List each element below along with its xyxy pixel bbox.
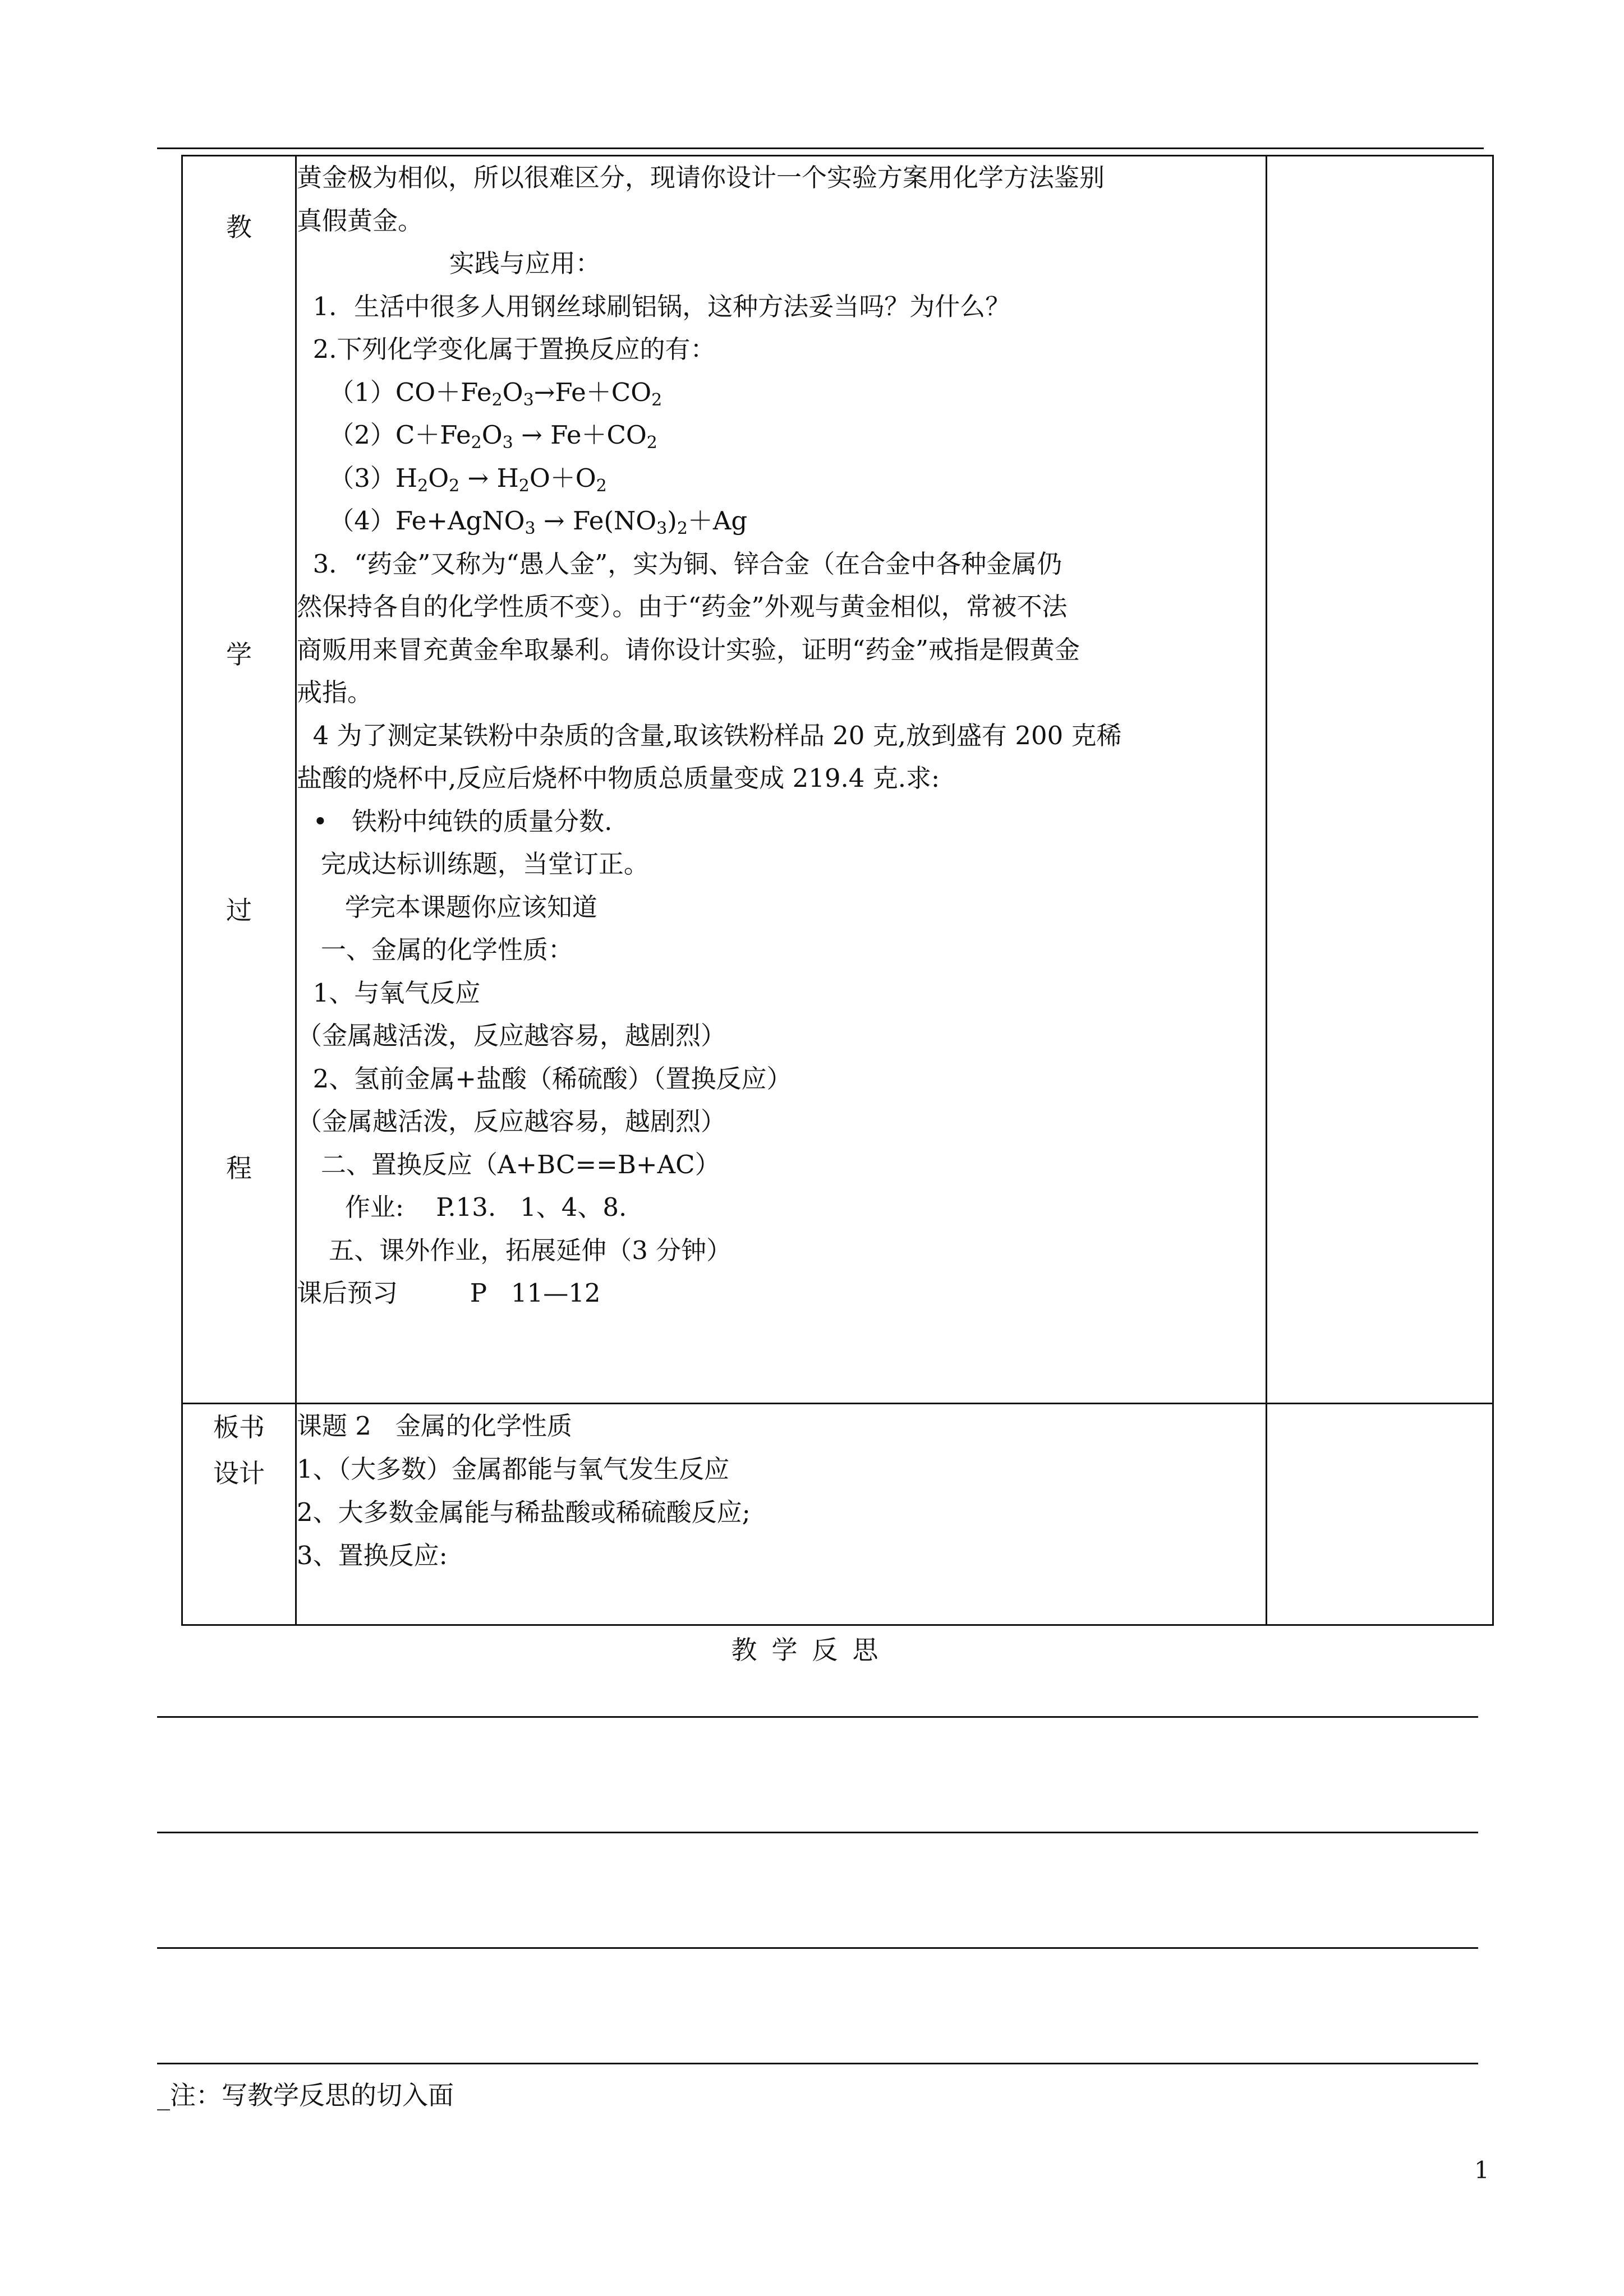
text-line: 课后预习 P 11—12 <box>297 1278 601 1308</box>
footnote: _注：写教学反思的切入面 <box>157 2080 454 2110</box>
eq-sub: 2 <box>596 476 607 496</box>
eq-sub: 2 <box>471 433 482 453</box>
eq-sub: 2 <box>677 519 688 538</box>
text-line: 3、置换反应: <box>297 1541 448 1570</box>
text-line: （金属越活泼，反应越容易，越剧烈） <box>297 1106 726 1136</box>
header-rule <box>157 147 1484 149</box>
text-line: 盐酸的烧杯中,反应后烧杯中物质总质量变成 219.4 克.求: <box>297 763 940 793</box>
equation-line <box>297 371 1266 414</box>
eq-text: → Fe＋CO <box>513 420 647 450</box>
notes-cell <box>1267 156 1493 1404</box>
eq-sub: 2 <box>449 476 460 496</box>
text-line: 2、氢前金属+盐酸（稀硫酸）（置换反应） <box>297 1063 792 1094</box>
teaching-process-label <box>182 156 296 1404</box>
reflection-line <box>157 1832 1478 1833</box>
page-number: 1 <box>1474 2156 1489 2184</box>
eq-sub: 3 <box>523 390 534 410</box>
reflection-title: 教学反思 <box>731 1635 893 1665</box>
eq-text: →Fe＋CO <box>533 377 652 407</box>
text-line: 然保持各自的化学性质不变）。由于“药金”外观与黄金相似，常被不法 <box>297 592 1068 621</box>
text-line: 完成达标训练题，当堂订正。 <box>297 849 649 879</box>
text-line: 2、大多数金属能与稀盐酸或稀硫酸反应; <box>297 1497 751 1527</box>
reflection-line <box>157 1947 1478 1949</box>
text-line: 4 为了测定某铁粉中杂质的含量,取该铁粉样品 20 克,放到盛有 200 克稀 <box>297 720 1122 750</box>
text-line: 课题 2 金属的化学性质 <box>297 1411 572 1441</box>
eq-sub: 2 <box>646 433 657 453</box>
text-line: 2.下列化学变化属于置换反应的有： <box>297 334 716 364</box>
eq-sub: 2 <box>491 390 503 410</box>
eq-sub: 3 <box>656 519 668 538</box>
reflection-line <box>157 2063 1478 2064</box>
eq-text: ) <box>667 506 677 536</box>
text-line: 实践与应用： <box>297 248 601 278</box>
text-line: 真假黄金。 <box>297 205 424 236</box>
text-line: 戒指。 <box>297 677 373 707</box>
label-char: 学 <box>226 639 252 670</box>
eq-text: （3）H <box>297 463 418 493</box>
equation-line <box>297 500 1266 543</box>
text-line: 黄金极为相似，所以很难区分，现请你设计一个实验方案用化学方法鉴别 <box>297 163 1105 192</box>
text-line: 1、（大多数）金属都能与氧气发生反应 <box>297 1454 730 1484</box>
label-char: 过 <box>226 895 252 925</box>
label-line: 设计 <box>213 1458 265 1488</box>
eq-text: → H <box>459 463 519 493</box>
label-char: 程 <box>226 1153 252 1183</box>
text-line: 商贩用来冒充黄金牟取暴利。请你设计实验，证明“药金”戒指是假黄金 <box>297 634 1080 665</box>
notes-cell <box>1267 1404 1493 1625</box>
lesson-table <box>181 155 1494 1626</box>
reflection-line <box>157 1716 1478 1718</box>
text-line: 学完本课题你应该知道 <box>297 892 597 922</box>
teaching-process-content <box>296 156 1267 1404</box>
eq-text: O <box>502 377 523 407</box>
eq-text: （2）C＋Fe <box>297 420 471 450</box>
eq-sub: 2 <box>518 476 530 496</box>
eq-sub: 3 <box>525 519 536 538</box>
eq-sub: 2 <box>651 390 663 410</box>
teaching-process-row <box>182 156 1493 1404</box>
equation-line <box>297 457 1266 500</box>
text-line: 作业: P.13. 1、4、8. <box>297 1192 627 1222</box>
eq-text: ＋Ag <box>687 506 748 536</box>
text-line: 五、课外作业，拓展延伸（3 分钟） <box>297 1235 732 1265</box>
board-design-label <box>182 1404 296 1625</box>
board-design-row <box>182 1404 1493 1625</box>
eq-text: （1）CO＋Fe <box>297 377 492 407</box>
bullet-line: • 铁粉中纯铁的质量分数. <box>297 806 613 836</box>
eq-text: O <box>481 420 503 450</box>
eq-sub: 2 <box>417 476 429 496</box>
eq-text: O <box>428 463 449 493</box>
eq-text: O＋O <box>529 463 596 493</box>
label-line: 板书 <box>213 1412 265 1442</box>
eq-text: （4）Fe+AgNO <box>297 506 525 536</box>
text-line: （金属越活泼，反应越容易，越剧烈） <box>297 1021 726 1050</box>
text-line: 1．生活中很多人用钢丝球刷铝锅，这种方法妥当吗？为什么？ <box>297 291 1011 321</box>
text-line: 3．“药金”又称为“愚人金”，实为铜、锌合金（在合金中各种金属仍 <box>297 548 1062 579</box>
text-line: 一、金属的化学性质： <box>297 935 573 965</box>
equation-line <box>297 414 1266 457</box>
text-line: 1、与氧气反应 <box>297 978 481 1008</box>
text-line: 二、置换反应（A+BC==B+AC） <box>297 1149 720 1179</box>
board-design-content <box>296 1404 1267 1625</box>
eq-sub: 3 <box>502 433 513 453</box>
label-char: 教 <box>226 212 252 242</box>
eq-text: → Fe(NO <box>535 506 657 536</box>
